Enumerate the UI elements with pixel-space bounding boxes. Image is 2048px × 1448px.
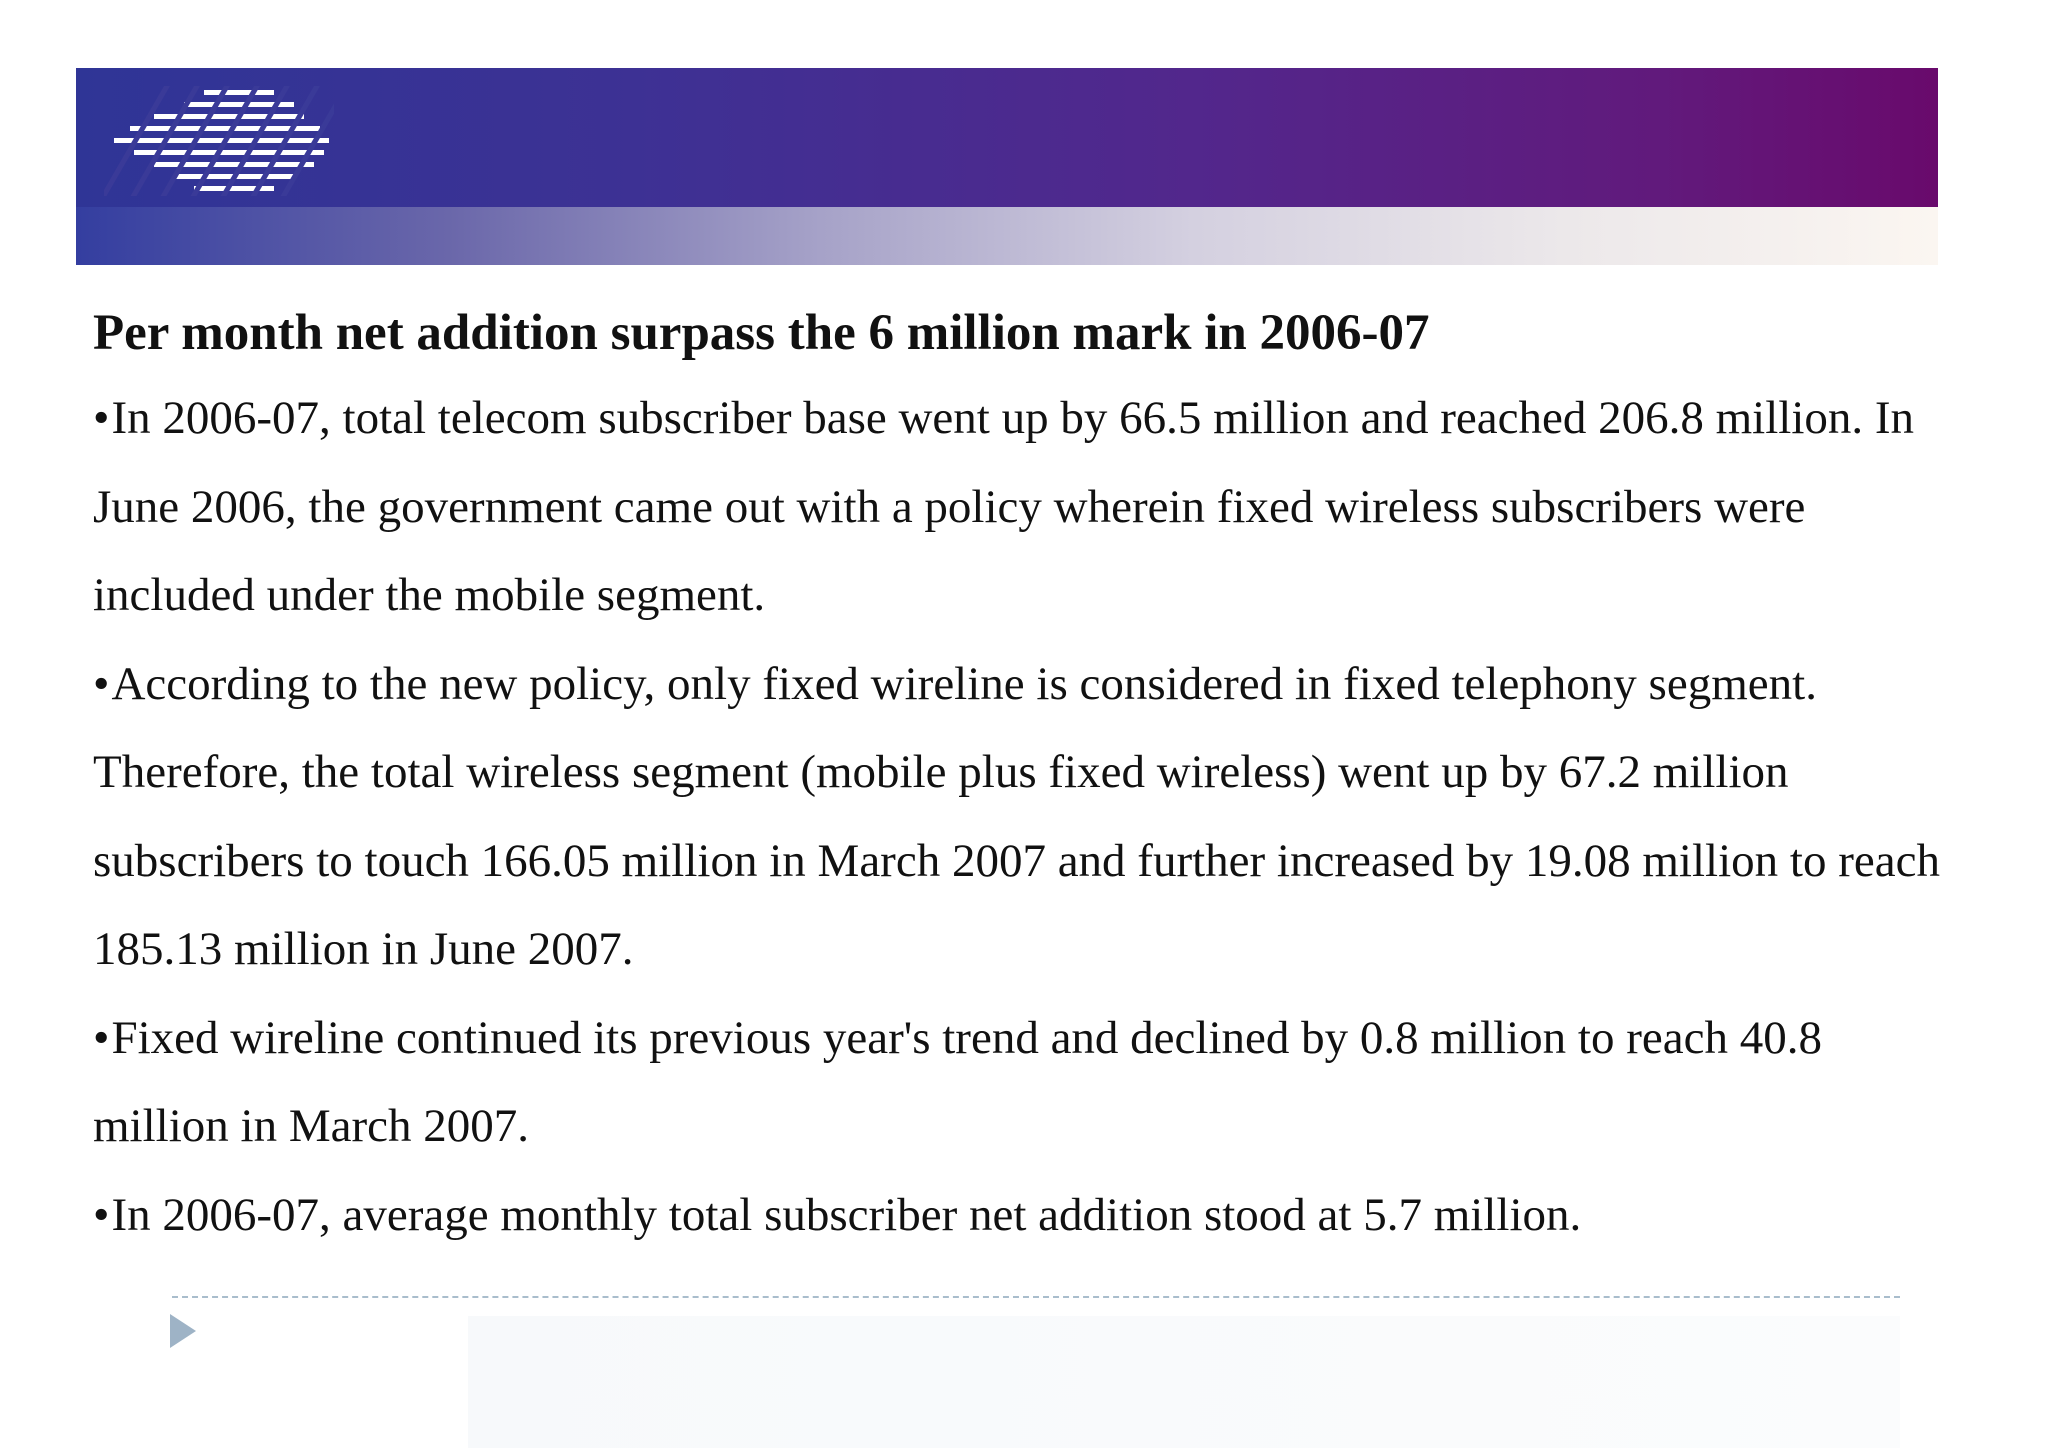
footer-divider [172, 1296, 1900, 1298]
bullet-marker: • [93, 1011, 110, 1064]
triangle-right-icon [170, 1314, 196, 1348]
banner-gradient-bottom [76, 207, 1938, 265]
bullet-item [93, 1171, 1953, 1260]
footer-panel [468, 1316, 1900, 1448]
bullet-item [93, 994, 1953, 1171]
bullet-text: Fixed wireline continued its previous year's trend and declined by 0.8 million to reach 40.8 million in March 2007. [93, 1011, 1822, 1152]
striped-diamond-logo-icon [104, 86, 334, 196]
bullet-marker: • [93, 392, 110, 444]
bullet-marker: • [93, 1188, 110, 1241]
bullet-item [93, 374, 1953, 640]
banner-gradient-top [76, 68, 1938, 207]
bullet-text: In 2006-07, total telecom subscriber base went up by 66.5 million and reached 206.8 million. In June 2006, the government came out with a policy wherein fixed wireless subscribers were included under the mobile segment. [93, 392, 1915, 621]
bullet-marker: • [93, 657, 110, 710]
header-banner [76, 68, 1938, 265]
bullet-item [93, 640, 1953, 994]
bullet-text: In 2006-07, average monthly total subscriber net addition stood at 5.7 million. [111, 1188, 1582, 1241]
bullet-text: According to the new policy, only fixed wireline is considered in fixed telephony segment. Therefore, the total wireless segment (mobile plus fixed wireless) went up by 67.2 million subscribers to touch 166.05 million in March 2007 and further increased by 19.08 million to reach 185.13 million in June 2007. [93, 657, 1940, 975]
slide-title: Per month net addition surpass the 6 million mark in 2006-07 [93, 305, 1430, 361]
slide-body [93, 292, 1953, 1259]
